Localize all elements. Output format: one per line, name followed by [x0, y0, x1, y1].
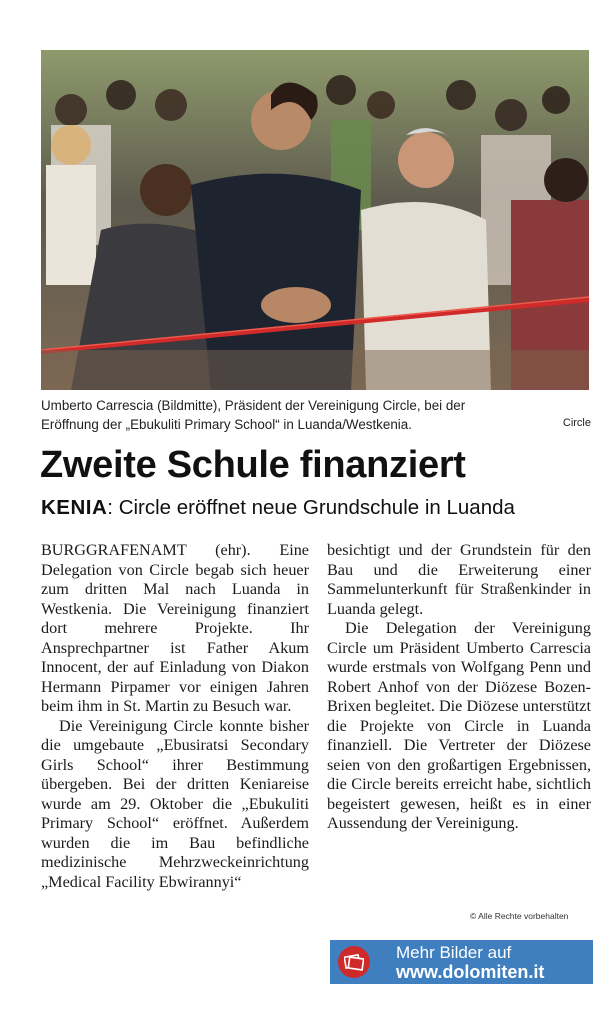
paragraph-4: Die Delegation der Vereinigung Circle um Präsident Umberto Carrescia wurde erstmals von Wolfgang Penn und Robert Anhof von der Diözese Bozen-Brixen begleitet. Die Diözese unterstützt die Projekte von Circle in Luanda finanziell. Die Vertreter der Diözese seien von den großartigen Ergebnissen, die Circle bereits erreicht habe, sichtlich begeistert gewesen, heißt es in einer Aussendung der Vereinigung.: [327, 619, 591, 832]
headline: Zweite Schule finanziert: [40, 444, 466, 486]
caption-line-1: Umberto Carrescia (Bildmitte), Präsident der Vereinigung Circle, bei der: [41, 398, 466, 413]
ribbon-cutting-photo: [41, 50, 589, 390]
paragraph-3: besichtigt und der Grundstein für den Bau und die Erweiterung einer Sammelunterkunft für Straßenkinder in Luanda gelegt.: [327, 541, 591, 618]
photo-caption: [41, 396, 593, 434]
article-column-1: [41, 541, 309, 892]
photo-gallery-icon: [338, 946, 370, 978]
caption-line-2: Eröffnung der „Ebukuliti Primary School“ in Luanda/Westkenia.: [41, 417, 412, 432]
photo-credit: Circle: [562, 417, 591, 429]
banner-line-1: Mehr Bilder auf: [396, 943, 512, 962]
subheadline: [41, 494, 601, 522]
article-photo: [41, 50, 589, 390]
paragraph-1: BURGGRAFENAMT (ehr). Eine Delegation von Circle begab sich heuer zum dritten Mal nach Luanda in Westkenia. Die Vereinigung finanziert dort mehrere Projekte. Ihr Ansprechpartner ist Father Akum Innocent, der auf Einladung von Diakon Hermann Pirpamer vor einigen Jahren beim ihm in St. Martin zu Besuch war.: [41, 541, 309, 715]
subhead-kicker: KENIA: [41, 496, 108, 519]
paragraph-2: Die Vereinigung Circle konnte bisher die umgebaute „Ebusiratsi Secondary Girls School“ ihrer Bestimmung übergeben. Bei der dritten Keniareise wurde am 29. Oktober die „Ebukuliti Primary School“ eröffnet. Außerdem wurden die im Bau befindliche medizinische Mehrzweckeinrichtung „Medical Facility Ebwirannyi“: [41, 716, 309, 891]
article-column-2: [327, 541, 591, 834]
copyright-notice: © Alle Rechte vorbehalten: [470, 911, 569, 921]
subhead-text: : Circle eröffnet neue Grundschule in Luanda: [107, 496, 515, 519]
banner-website-link[interactable]: www.dolomiten.it: [396, 962, 545, 982]
more-photos-banner[interactable]: [330, 940, 593, 984]
